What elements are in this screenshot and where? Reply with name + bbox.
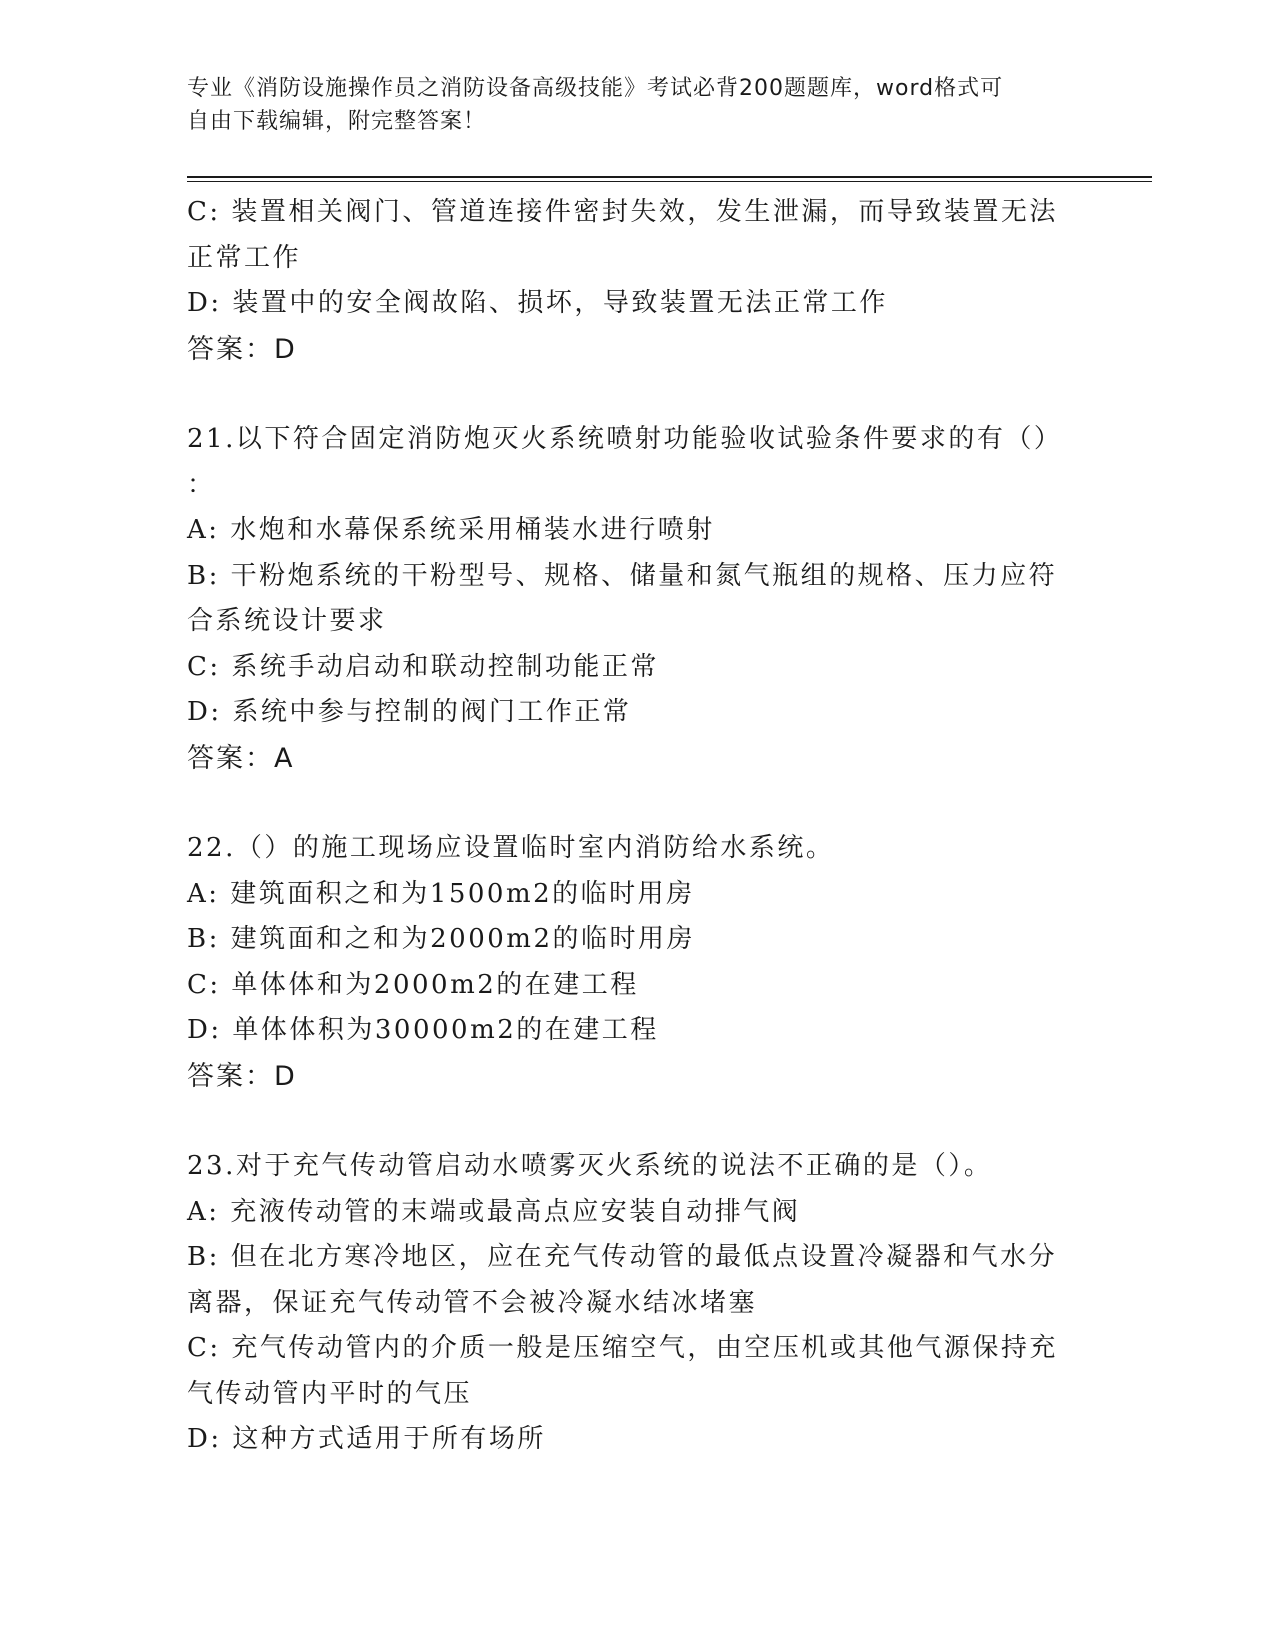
- q22-option-d: D: 单体体积为30000m2的在建工程: [187, 1015, 659, 1045]
- q21-answer: 答案：A: [187, 742, 295, 774]
- q23-stem: 23.对于充气传动管启动水喷雾灭火系统的说法不正确的是（）。: [187, 1151, 993, 1181]
- header-divider-thick: [187, 176, 1152, 178]
- q23-option-a: A: 充液传动管的末端或最高点应安装自动排气阀: [187, 1196, 801, 1227]
- q21-option-c: C: 系统手动启动和联动控制功能正常: [187, 651, 659, 682]
- q22-option-c: C: 单体体和为2000m2的在建工程: [187, 969, 639, 1000]
- q22-option-a: A: 建筑面积之和为1500m2的临时用房: [187, 878, 695, 909]
- spacer: [187, 372, 1077, 417]
- q21-option-a: A: 水炮和水幕保系统采用桶装水进行喷射: [187, 515, 715, 545]
- q23-option-c: C: 充气传动管内的介质一般是压缩空气，由空压机或其他气源保持充: [187, 1333, 1058, 1363]
- spacer: [187, 1099, 1077, 1144]
- q23-option-b: B: 但在北方寒冷地区，应在充气传动管的最低点设置冷凝器和气水分: [187, 1242, 1058, 1272]
- q20-option-c-cont: 正常工作: [187, 242, 302, 273]
- q21-stem-cont: ：: [187, 469, 216, 500]
- header-line-2: 自由下载编辑，附完整答案！: [187, 109, 487, 134]
- q23-option-d: D: 这种方式适用于所有场所: [187, 1424, 546, 1454]
- q23-option-b-cont: 离器，保证充气传动管不会被冷凝水结冰堵塞: [187, 1287, 758, 1318]
- q22-option-b: B: 建筑面和之和为2000m2的临时用房: [187, 924, 695, 954]
- q20-option-c: C: 装置相关阀门、管道连接件密封失效，发生泄漏，而导致装置无法: [187, 197, 1058, 227]
- q21-option-b-cont: 合系统设计要求: [187, 606, 387, 636]
- q21-stem: 21.以下符合固定消防炮灭火系统喷射功能验收试验条件要求的有（）: [187, 424, 1063, 454]
- q20-answer: 答案：D: [187, 333, 297, 365]
- header-line-1: 专业《消防设施操作员之消防设备高级技能》考试必背200题题库，word格式可: [187, 76, 1004, 101]
- header-divider-thin: [187, 181, 1152, 182]
- q21-option-b: B: 干粉炮系统的干粉型号、规格、储量和氮气瓶组的规格、压力应符: [187, 560, 1058, 591]
- document-header: [187, 72, 1067, 138]
- q22-answer: 答案：D: [187, 1060, 297, 1092]
- question-content: [187, 190, 1077, 1463]
- q22-stem: 22.（）的施工现场应设置临时室内消防给水系统。: [187, 833, 835, 863]
- q20-option-d: D: 装置中的安全阀故陷、损坏，导致装置无法正常工作: [187, 288, 888, 318]
- spacer: [187, 781, 1077, 826]
- q23-option-c-cont: 气传动管内平时的气压: [187, 1378, 473, 1409]
- q21-option-d: D: 系统中参与控制的阀门工作正常: [187, 697, 632, 727]
